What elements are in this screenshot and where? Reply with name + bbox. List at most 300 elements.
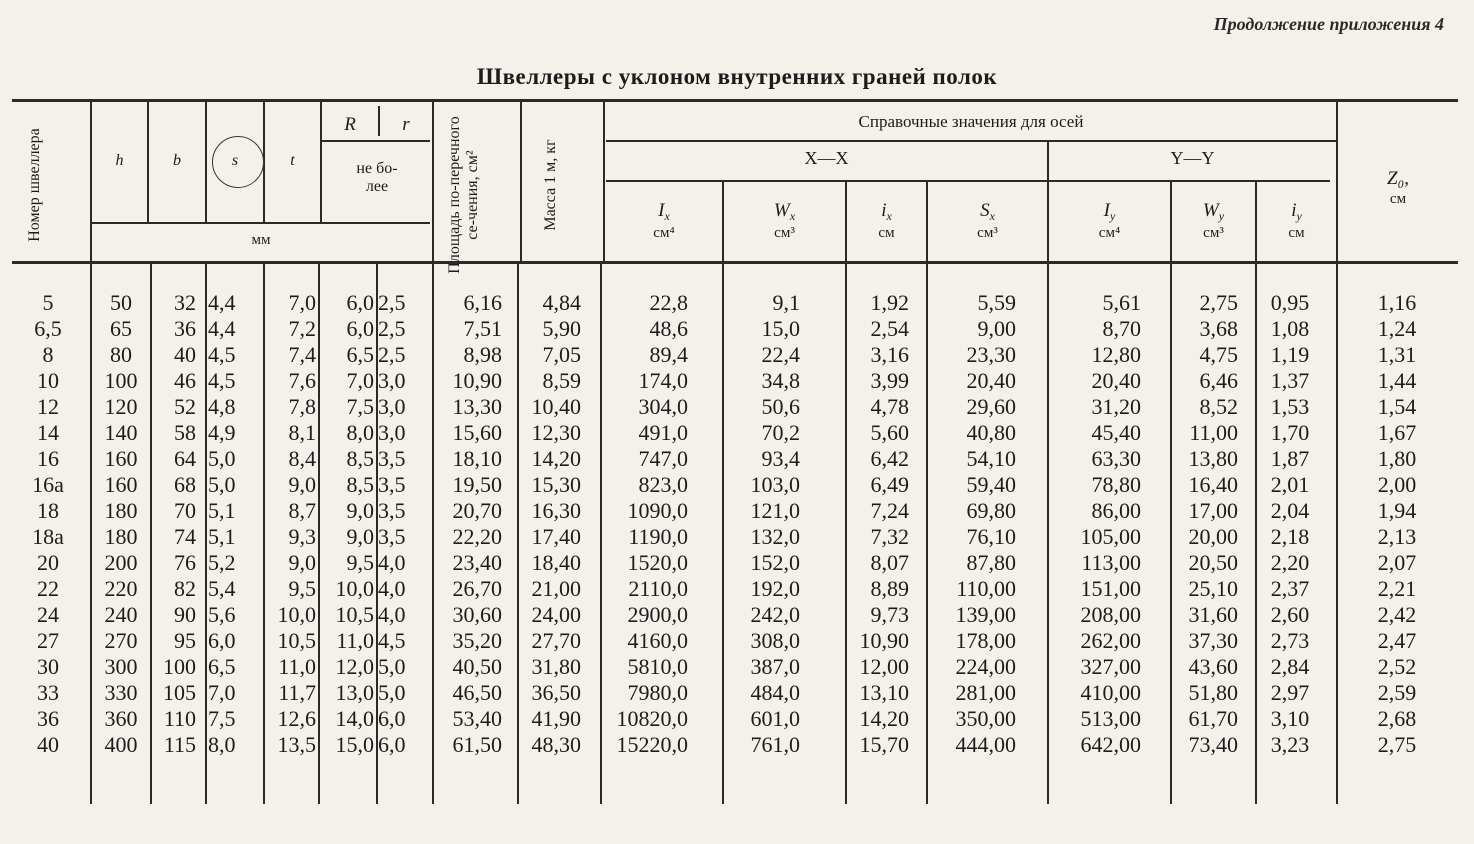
cell-b: 90	[174, 602, 196, 627]
cell-area: 26,70	[452, 576, 502, 601]
cell-Wy: 13,80	[1188, 446, 1238, 471]
cell-r: 3,0	[378, 394, 406, 419]
cell-s: 5,2	[208, 550, 236, 575]
cell-Wx: 484,0	[750, 680, 800, 705]
cell-Sx: 9,00	[977, 316, 1016, 341]
cell-h: 240	[104, 602, 138, 627]
cell-Iy: 12,80	[1091, 342, 1141, 367]
cell-z: 1,16	[1377, 290, 1417, 315]
cell-Iy: 262,00	[1080, 628, 1141, 653]
cell-s: 5,4	[208, 576, 236, 601]
cell-Ix: 747,0	[638, 446, 688, 471]
cell-b: 105	[163, 680, 196, 705]
cell-ix: 6,49	[870, 472, 909, 497]
cell-Ix: 1520,0	[627, 550, 688, 575]
cell-iy: 1,08	[1270, 316, 1310, 341]
cell-ix: 7,24	[870, 498, 909, 523]
cell-area: 19,50	[452, 472, 502, 497]
hv-7	[432, 102, 434, 261]
cell-n: 18	[37, 498, 59, 523]
cell-iy: 2,18	[1270, 524, 1310, 549]
cell-Wy: 11,00	[1189, 420, 1238, 445]
cell-Ix: 823,0	[638, 472, 688, 497]
cell-h: 100	[104, 368, 138, 393]
cell-n: 5	[42, 290, 54, 315]
cell-n: 16	[37, 446, 59, 471]
cell-Wy: 8,52	[1199, 394, 1238, 419]
cell-z: 1,31	[1377, 342, 1417, 367]
cell-s: 5,0	[208, 446, 236, 471]
cell-Wx: 93,4	[761, 446, 800, 471]
cell-s: 5,1	[208, 524, 236, 549]
cell-t: 7,6	[288, 368, 316, 393]
cell-iy: 2,97	[1270, 680, 1310, 705]
cell-Wy: 37,30	[1188, 628, 1238, 653]
cell-ix: 12,00	[859, 654, 909, 679]
cell-Wx: 242,0	[750, 602, 800, 627]
cell-z: 2,13	[1377, 524, 1417, 549]
cell-b: 74	[174, 524, 196, 549]
cell-area: 13,30	[452, 394, 502, 419]
cell-t: 9,3	[288, 524, 316, 549]
cell-Iy: 63,30	[1091, 446, 1141, 471]
cell-b: 70	[174, 498, 196, 523]
cell-Iy: 642,00	[1080, 732, 1141, 757]
cell-z: 1,44	[1377, 368, 1417, 393]
cell-Wx: 601,0	[750, 706, 800, 731]
cell-ix: 15,70	[859, 732, 909, 757]
cell-h: 140	[104, 420, 138, 445]
cell-s: 4,5	[208, 368, 236, 393]
cell-area: 53,40	[452, 706, 502, 731]
cell-R: 9,0	[346, 524, 374, 549]
cell-h: 65	[110, 316, 132, 341]
cell-h: 180	[104, 524, 138, 549]
cell-iy: 2,84	[1270, 654, 1310, 679]
cell-r: 4,0	[378, 550, 406, 575]
cell-area: 7,51	[463, 316, 502, 341]
cell-Wy: 25,10	[1188, 576, 1238, 601]
cell-Sx: 281,00	[955, 680, 1016, 705]
cell-b: 58	[174, 420, 196, 445]
cell-Ix: 2110,0	[628, 576, 688, 601]
cell-t: 11,0	[278, 654, 316, 679]
cell-area: 10,90	[452, 368, 502, 393]
cell-b: 76	[174, 550, 196, 575]
continuation-label: Продолжение приложения 4	[1213, 14, 1444, 34]
cell-iy: 2,37	[1270, 576, 1310, 601]
cell-r: 4,0	[378, 602, 406, 627]
cell-h: 160	[104, 472, 138, 497]
cell-R: 11,0	[336, 628, 374, 653]
cell-Sx: 224,00	[955, 654, 1016, 679]
cell-z: 1,24	[1377, 316, 1417, 341]
cell-area: 61,50	[452, 732, 502, 757]
cell-z: 2,21	[1377, 576, 1417, 601]
cell-n: 14	[37, 420, 59, 445]
cell-s: 5,0	[208, 472, 236, 497]
cell-iy: 3,10	[1270, 706, 1310, 731]
cell-mass: 5,90	[542, 316, 581, 341]
cell-area: 20,70	[452, 498, 502, 523]
cell-r: 4,0	[378, 576, 406, 601]
cell-ix: 8,89	[870, 576, 909, 601]
cell-t: 12,6	[277, 706, 316, 731]
cell-Sx: 40,80	[966, 420, 1016, 445]
cell-area: 6,16	[463, 290, 502, 315]
cell-Sx: 59,40	[966, 472, 1016, 497]
cell-Wy: 73,40	[1188, 732, 1238, 757]
cell-z: 2,68	[1377, 706, 1417, 731]
cell-s: 4,8	[208, 394, 236, 419]
cell-iy: 1,53	[1270, 394, 1310, 419]
cell-s: 5,6	[208, 602, 236, 627]
cell-n: 8	[42, 342, 54, 367]
cell-Ix: 1190,0	[628, 524, 688, 549]
cell-iy: 3,23	[1270, 732, 1310, 757]
top-rule	[12, 99, 1458, 102]
cell-b: 110	[163, 706, 196, 731]
cell-Wx: 387,0	[750, 654, 800, 679]
cell-iy: 1,37	[1270, 368, 1310, 393]
cell-Sx: 444,00	[955, 732, 1016, 757]
cell-r: 5,0	[378, 680, 406, 705]
cell-Wx: 308,0	[750, 628, 800, 653]
cell-t: 7,0	[288, 290, 316, 315]
cell-s: 4,9	[208, 420, 236, 445]
cell-h: 270	[104, 628, 138, 653]
cell-area: 8,98	[463, 342, 502, 367]
cell-r: 5,0	[378, 654, 406, 679]
header-t: t	[290, 152, 295, 169]
bv-1	[90, 264, 92, 804]
cell-b: 46	[174, 368, 196, 393]
header-Iy: $I_y$ см⁴	[1098, 200, 1121, 241]
cell-mass: 8,59	[542, 368, 581, 393]
cell-Ix: 304,0	[638, 394, 688, 419]
cell-R: 10,5	[335, 602, 374, 627]
cell-ix: 10,90	[859, 628, 909, 653]
cell-Wx: 9,1	[772, 290, 800, 315]
cell-Ix: 10820,0	[616, 706, 688, 731]
cell-n: 27	[37, 628, 59, 653]
cell-n: 20	[37, 550, 59, 575]
cell-b: 115	[163, 732, 196, 757]
cell-R: 6,5	[346, 342, 374, 367]
cell-iy: 2,04	[1270, 498, 1310, 523]
header-reference: Справочные значения для осей	[858, 112, 1084, 131]
cell-R: 12,0	[335, 654, 374, 679]
cell-R: 9,5	[346, 550, 374, 575]
bv-16	[1336, 264, 1338, 804]
cell-z: 1,54	[1377, 394, 1417, 419]
cell-n: 24	[37, 602, 59, 627]
cell-mass: 12,30	[531, 420, 581, 445]
cell-R: 15,0	[335, 732, 374, 757]
cell-R: 13,0	[335, 680, 374, 705]
cell-iy: 1,19	[1270, 342, 1310, 367]
cell-s: 7,0	[208, 680, 236, 705]
cell-ix: 3,99	[870, 368, 909, 393]
cell-n: 30	[37, 654, 59, 679]
cell-Iy: 20,40	[1091, 368, 1141, 393]
cell-Ix: 1090,0	[627, 498, 688, 523]
cell-s: 4,5	[208, 342, 236, 367]
cell-t: 8,7	[288, 498, 316, 523]
cell-t: 13,5	[277, 732, 316, 757]
cell-Wx: 15,0	[761, 316, 800, 341]
cell-ix: 14,20	[859, 706, 909, 731]
header-Wy: $W_y$ см³	[1202, 200, 1225, 241]
cell-r: 3,5	[378, 446, 406, 471]
cell-ix: 5,60	[870, 420, 909, 445]
cell-Sx: 110,00	[956, 576, 1016, 601]
header-Z0: Z₀, см	[1387, 168, 1409, 207]
cell-z: 2,47	[1377, 628, 1417, 653]
cell-t: 7,8	[288, 394, 316, 419]
cell-R: 9,0	[346, 498, 374, 523]
cell-r: 3,5	[378, 472, 406, 497]
cell-ix: 3,16	[870, 342, 909, 367]
cell-z: 2,00	[1377, 472, 1417, 497]
cell-area: 40,50	[452, 654, 502, 679]
cell-n: 16а	[32, 472, 64, 497]
header-not-more: не бо- лее	[356, 160, 398, 196]
cell-ix: 9,73	[870, 602, 909, 627]
header-b: b	[173, 152, 181, 169]
cell-s: 7,5	[208, 706, 236, 731]
cell-Ix: 2900,0	[627, 602, 688, 627]
cell-Wx: 34,8	[761, 368, 800, 393]
cell-s: 6,5	[208, 654, 236, 679]
cell-z: 2,75	[1377, 732, 1417, 757]
cell-h: 360	[104, 706, 138, 731]
cell-Iy: 5,61	[1102, 290, 1141, 315]
cell-Wy: 61,70	[1188, 706, 1238, 731]
cell-Iy: 45,40	[1091, 420, 1141, 445]
cell-ix: 6,42	[870, 446, 909, 471]
cell-ix: 1,92	[870, 290, 909, 315]
cell-mass: 17,40	[531, 524, 581, 549]
cell-iy: 2,01	[1270, 472, 1310, 497]
header-axis-x: X—X	[804, 148, 849, 168]
cell-R: 10,0	[335, 576, 374, 601]
cell-n: 22	[37, 576, 59, 601]
cell-b: 100	[163, 654, 196, 679]
cell-Wx: 761,0	[750, 732, 800, 757]
cell-Iy: 151,00	[1080, 576, 1141, 601]
cell-R: 6,0	[346, 290, 374, 315]
cell-mass: 48,30	[531, 732, 581, 757]
cell-iy: 1,87	[1270, 446, 1310, 471]
hv-8	[520, 102, 522, 261]
cell-n: 36	[37, 706, 59, 731]
cell-b: 68	[174, 472, 196, 497]
cell-h: 50	[110, 290, 132, 315]
cell-n: 6,5	[34, 316, 62, 341]
header-axis-y: Y—Y	[1170, 148, 1215, 168]
cell-Ix: 15220,0	[616, 732, 688, 757]
header-number: Номер швеллера	[26, 128, 43, 242]
cell-mass: 27,70	[531, 628, 581, 653]
cell-b: 32	[174, 290, 196, 315]
cell-iy: 2,60	[1270, 602, 1310, 627]
cell-mass: 7,05	[542, 342, 581, 367]
header-Wx: $W_x$ см³	[773, 200, 796, 241]
cell-Sx: 69,80	[966, 498, 1016, 523]
cell-Wx: 70,2	[761, 420, 800, 445]
header-mass: Масса 1 м, кг	[542, 139, 559, 231]
cell-Wy: 6,46	[1199, 368, 1238, 393]
cell-mass: 10,40	[531, 394, 581, 419]
cell-mass: 21,00	[531, 576, 581, 601]
cell-Sx: 29,60	[966, 394, 1016, 419]
header-h: h	[115, 152, 124, 169]
cell-mass: 31,80	[531, 654, 581, 679]
cell-area: 30,60	[452, 602, 502, 627]
cell-b: 95	[174, 628, 196, 653]
cell-Iy: 8,70	[1102, 316, 1141, 341]
cell-R: 7,0	[346, 368, 374, 393]
cell-h: 180	[104, 498, 138, 523]
cell-t: 7,2	[288, 316, 316, 341]
cell-n: 18а	[32, 524, 64, 549]
cell-h: 220	[104, 576, 138, 601]
cell-t: 9,0	[288, 550, 316, 575]
cell-mass: 14,20	[531, 446, 581, 471]
cell-Iy: 327,00	[1080, 654, 1141, 679]
bv-3	[205, 264, 207, 804]
cell-area: 22,20	[452, 524, 502, 549]
cell-Iy: 410,00	[1080, 680, 1141, 705]
cell-Sx: 178,00	[955, 628, 1016, 653]
cell-Sx: 76,10	[966, 524, 1016, 549]
cell-ix: 13,10	[859, 680, 909, 705]
cell-area: 18,10	[452, 446, 502, 471]
cell-Sx: 23,30	[966, 342, 1016, 367]
cell-b: 64	[174, 446, 196, 471]
cell-mass: 41,90	[531, 706, 581, 731]
cell-Ix: 7980,0	[627, 680, 688, 705]
cell-r: 3,5	[378, 498, 406, 523]
cell-Wy: 43,60	[1188, 654, 1238, 679]
cell-iy: 2,73	[1270, 628, 1310, 653]
cell-t: 9,0	[288, 472, 316, 497]
cell-iy: 0,95	[1270, 290, 1310, 315]
cell-Wx: 50,6	[761, 394, 800, 419]
cell-Wy: 3,68	[1199, 316, 1238, 341]
cell-Sx: 87,80	[966, 550, 1016, 575]
cell-ix: 2,54	[870, 316, 909, 341]
cell-z: 2,59	[1377, 680, 1417, 705]
cell-ix: 4,78	[870, 394, 909, 419]
cell-R: 6,0	[346, 316, 374, 341]
cell-Wx: 103,0	[750, 472, 800, 497]
cell-R: 8,0	[346, 420, 374, 445]
cell-z: 1,67	[1377, 420, 1417, 445]
cell-b: 52	[174, 394, 196, 419]
cell-Wy: 31,60	[1188, 602, 1238, 627]
cell-z: 1,80	[1377, 446, 1417, 471]
cell-Iy: 105,00	[1080, 524, 1141, 549]
cell-Iy: 78,80	[1091, 472, 1141, 497]
cell-Ix: 22,8	[649, 290, 688, 315]
cell-h: 160	[104, 446, 138, 471]
cell-area: 46,50	[452, 680, 502, 705]
header-r: r	[402, 114, 410, 135]
header-ix: $i_x$ см	[878, 200, 895, 241]
cell-iy: 2,20	[1270, 550, 1310, 575]
ref-rule	[606, 140, 1336, 142]
cell-b: 40	[174, 342, 196, 367]
cell-r: 6,0	[378, 706, 406, 731]
header-Sx: $S_x$ см³	[977, 200, 998, 241]
cell-Ix: 5810,0	[627, 654, 688, 679]
cell-s: 5,1	[208, 498, 236, 523]
cell-Ix: 48,6	[649, 316, 688, 341]
hv-9	[603, 102, 605, 261]
cell-r: 4,5	[378, 628, 406, 653]
cell-Sx: 54,10	[966, 446, 1016, 471]
cell-Sx: 139,00	[955, 602, 1016, 627]
header-area: Площадь по-перечного се-чения, см²	[446, 116, 481, 274]
mm-rule	[92, 222, 430, 224]
cell-Sx: 20,40	[966, 368, 1016, 393]
cell-z: 2,42	[1377, 602, 1417, 627]
cell-s: 4,4	[208, 316, 236, 341]
cell-Wx: 121,0	[750, 498, 800, 523]
cell-Ix: 89,4	[649, 342, 688, 367]
cell-Wy: 51,80	[1188, 680, 1238, 705]
cell-Wy: 2,75	[1199, 290, 1238, 315]
cell-mass: 24,00	[531, 602, 581, 627]
cell-Wx: 132,0	[750, 524, 800, 549]
cell-Ix: 491,0	[638, 420, 688, 445]
axis-rule	[606, 180, 1330, 182]
cell-h: 200	[104, 550, 138, 575]
cell-Wx: 22,4	[761, 342, 800, 367]
cell-Iy: 513,00	[1080, 706, 1141, 731]
cell-n: 12	[37, 394, 59, 419]
cell-Ix: 4160,0	[627, 628, 688, 653]
cell-Wy: 4,75	[1199, 342, 1238, 367]
cell-Iy: 113,00	[1081, 550, 1141, 575]
cell-t: 11,7	[278, 680, 316, 705]
cell-Wy: 17,00	[1188, 498, 1238, 523]
cell-mass: 15,30	[531, 472, 581, 497]
cell-t: 10,5	[277, 628, 316, 653]
cell-r: 6,0	[378, 732, 406, 757]
cell-area: 15,60	[452, 420, 502, 445]
cell-b: 36	[174, 316, 196, 341]
cell-area: 23,40	[452, 550, 502, 575]
header-Ix: $I_x$ см⁴	[653, 200, 675, 241]
cell-R: 8,5	[346, 446, 374, 471]
header-R: R	[344, 114, 356, 135]
cell-R: 8,5	[346, 472, 374, 497]
cell-Ix: 174,0	[638, 368, 688, 393]
cell-R: 7,5	[346, 394, 374, 419]
header-mm: мм	[251, 232, 271, 248]
cell-Sx: 350,00	[955, 706, 1016, 731]
cell-s: 8,0	[208, 732, 236, 757]
cell-Iy: 31,20	[1091, 394, 1141, 419]
cell-r: 2,5	[378, 316, 406, 341]
cell-h: 80	[110, 342, 132, 367]
cell-t: 8,1	[288, 420, 316, 445]
cell-h: 400	[104, 732, 138, 757]
cell-Sx: 5,59	[977, 290, 1016, 315]
